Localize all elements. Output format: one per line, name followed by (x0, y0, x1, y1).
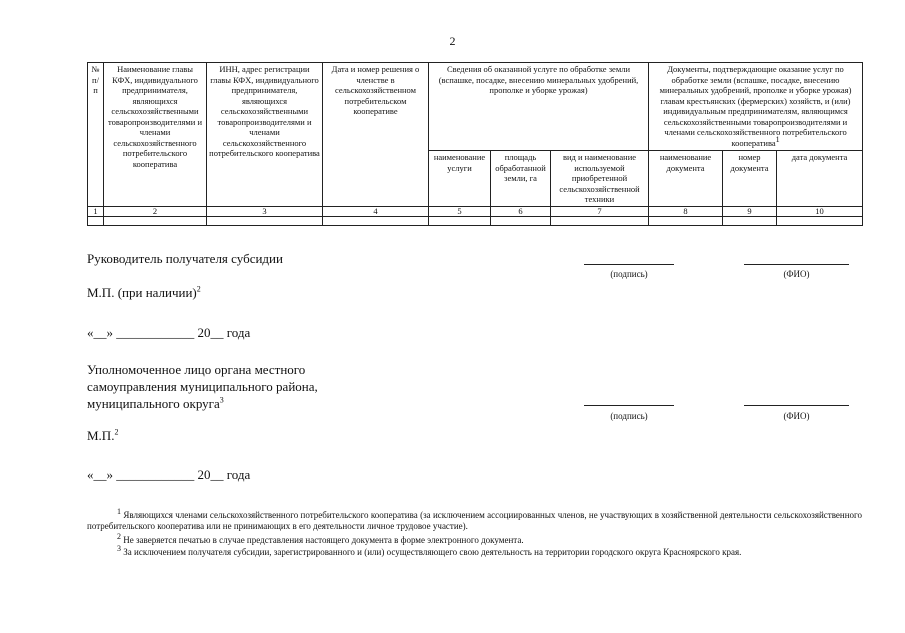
header-area: площадь обработанной земли, га (491, 151, 551, 207)
column-number: 3 (207, 206, 323, 216)
official-label (87, 361, 318, 412)
signature-caption: (подпись) (610, 411, 648, 421)
table-cell (104, 216, 207, 225)
stamp (87, 427, 118, 444)
column-number: 1 (88, 206, 104, 216)
table-cell (88, 216, 104, 225)
footnote-2 (87, 532, 862, 546)
name-caption: (ФИО) (783, 269, 810, 279)
header-service-name: наименование услуги (429, 151, 491, 207)
header-membership-decision: Дата и номер решения о членстве в сельскохозяйственном потребительском кооперативе (323, 63, 429, 207)
table-cell (551, 216, 649, 225)
empty-data-row (88, 216, 863, 225)
column-number: 6 (491, 206, 551, 216)
header-number: № п/п (88, 63, 104, 207)
column-number: 4 (323, 206, 429, 216)
header-document-name: наименование документа (649, 151, 723, 207)
header-service-info: Сведения об оказанной услуге по обработке земли (вспашке, посадке, внесению минеральных удобрений, прополке и уборке урожая) (429, 63, 649, 151)
header-document-number: номер документа (723, 151, 777, 207)
column-number: 5 (429, 206, 491, 216)
date-line-2: «__» ____________ 20__ года (87, 467, 251, 482)
report-table (87, 62, 863, 226)
table-cell (491, 216, 551, 225)
table-cell (649, 216, 723, 225)
stamp-optional (87, 284, 201, 301)
table-cell (723, 216, 777, 225)
table-cell (207, 216, 323, 225)
footnote-text: Являющихся членами сельскохозяйственного потребительского кооператива (за исключением ассоциированных членов, не участвующих в хозяйственной деятельности сельскохозяйственного потребительского кооператива или не принимающих в его деятельности личное трудовое участие). (87, 510, 862, 531)
signature-line (584, 264, 674, 265)
column-number: 8 (649, 206, 723, 216)
signature-caption: (подпись) (610, 269, 648, 279)
official-label-footnote-mark: 3 (219, 395, 224, 405)
header-document-date: дата документа (777, 151, 863, 207)
signature-line (584, 405, 674, 406)
header-equipment: вид и наименование используемой приобретенной сельскохозяйственной техники (551, 151, 649, 207)
header-inn-address: ИНН, адрес регистрации главы КФХ, индивидуального предпринимателя, являющихся сельскохозяйственными товаропроизводителями и членами сельскохозяйственного потребительского кооператива (207, 63, 323, 207)
official-label-line3-wrap (87, 395, 318, 412)
name-line (744, 264, 849, 265)
column-numbers-row (88, 206, 863, 216)
footnote-mark: 2 (117, 532, 121, 541)
official-label-line3: муниципального округа (87, 396, 220, 411)
footnote-mark: 3 (117, 544, 121, 553)
official-label-line2: самоуправления муниципального района, (87, 379, 318, 394)
column-number: 7 (551, 206, 649, 216)
header-documents-footnote-mark: 1 (775, 134, 780, 144)
footnote-1 (87, 507, 862, 532)
column-number: 10 (777, 206, 863, 216)
stamp-text: М.П. (87, 428, 115, 443)
name-caption: (ФИО) (783, 411, 810, 421)
table-cell (429, 216, 491, 225)
footnote-text: Не заверяется печатью в случае представления настоящего документа в форме электронного документа. (123, 535, 524, 545)
stamp-footnote-mark: 2 (114, 427, 119, 437)
name-line (744, 405, 849, 406)
table-cell (777, 216, 863, 225)
date-line-1: «__» ____________ 20__ года (87, 325, 251, 340)
head-label: Руководитель получателя субсидии (87, 251, 283, 266)
footnote-mark: 1 (117, 507, 121, 516)
header-documents-text: Документы, подтверждающие оказание услуг по обработке земли (вспашке, посадке, внесению минеральных удобрений, прополке и уборке урожая) главам крестьянских (фермерских) хозяйств, и (или) индивидуальным предпринимателям, являющимся сельскохозяйственными товаропроизводителями и членами сельскохозяйственного потребительского кооператива (659, 64, 852, 148)
footnote-3 (87, 544, 862, 558)
table-cell (323, 216, 429, 225)
footnote-text: За исключением получателя субсидии, зарегистрированного и (или) осуществляющего свою деятельность на территории городского округа Красноярского края. (123, 547, 742, 557)
column-number: 2 (104, 206, 207, 216)
page-number: 2 (449, 34, 456, 48)
header-documents (649, 63, 863, 151)
column-number: 9 (723, 206, 777, 216)
stamp-optional-text: М.П. (при наличии) (87, 285, 197, 300)
official-label-line1: Уполномоченное лицо органа местного (87, 362, 306, 377)
header-name: Наименование главы КФХ, индивидуального предпринимателя, являющихся сельскохозяйственными товаропроизводителями и членами сельскохозяйственного потребительского кооператива (104, 63, 207, 207)
stamp-optional-footnote-mark: 2 (196, 284, 201, 294)
